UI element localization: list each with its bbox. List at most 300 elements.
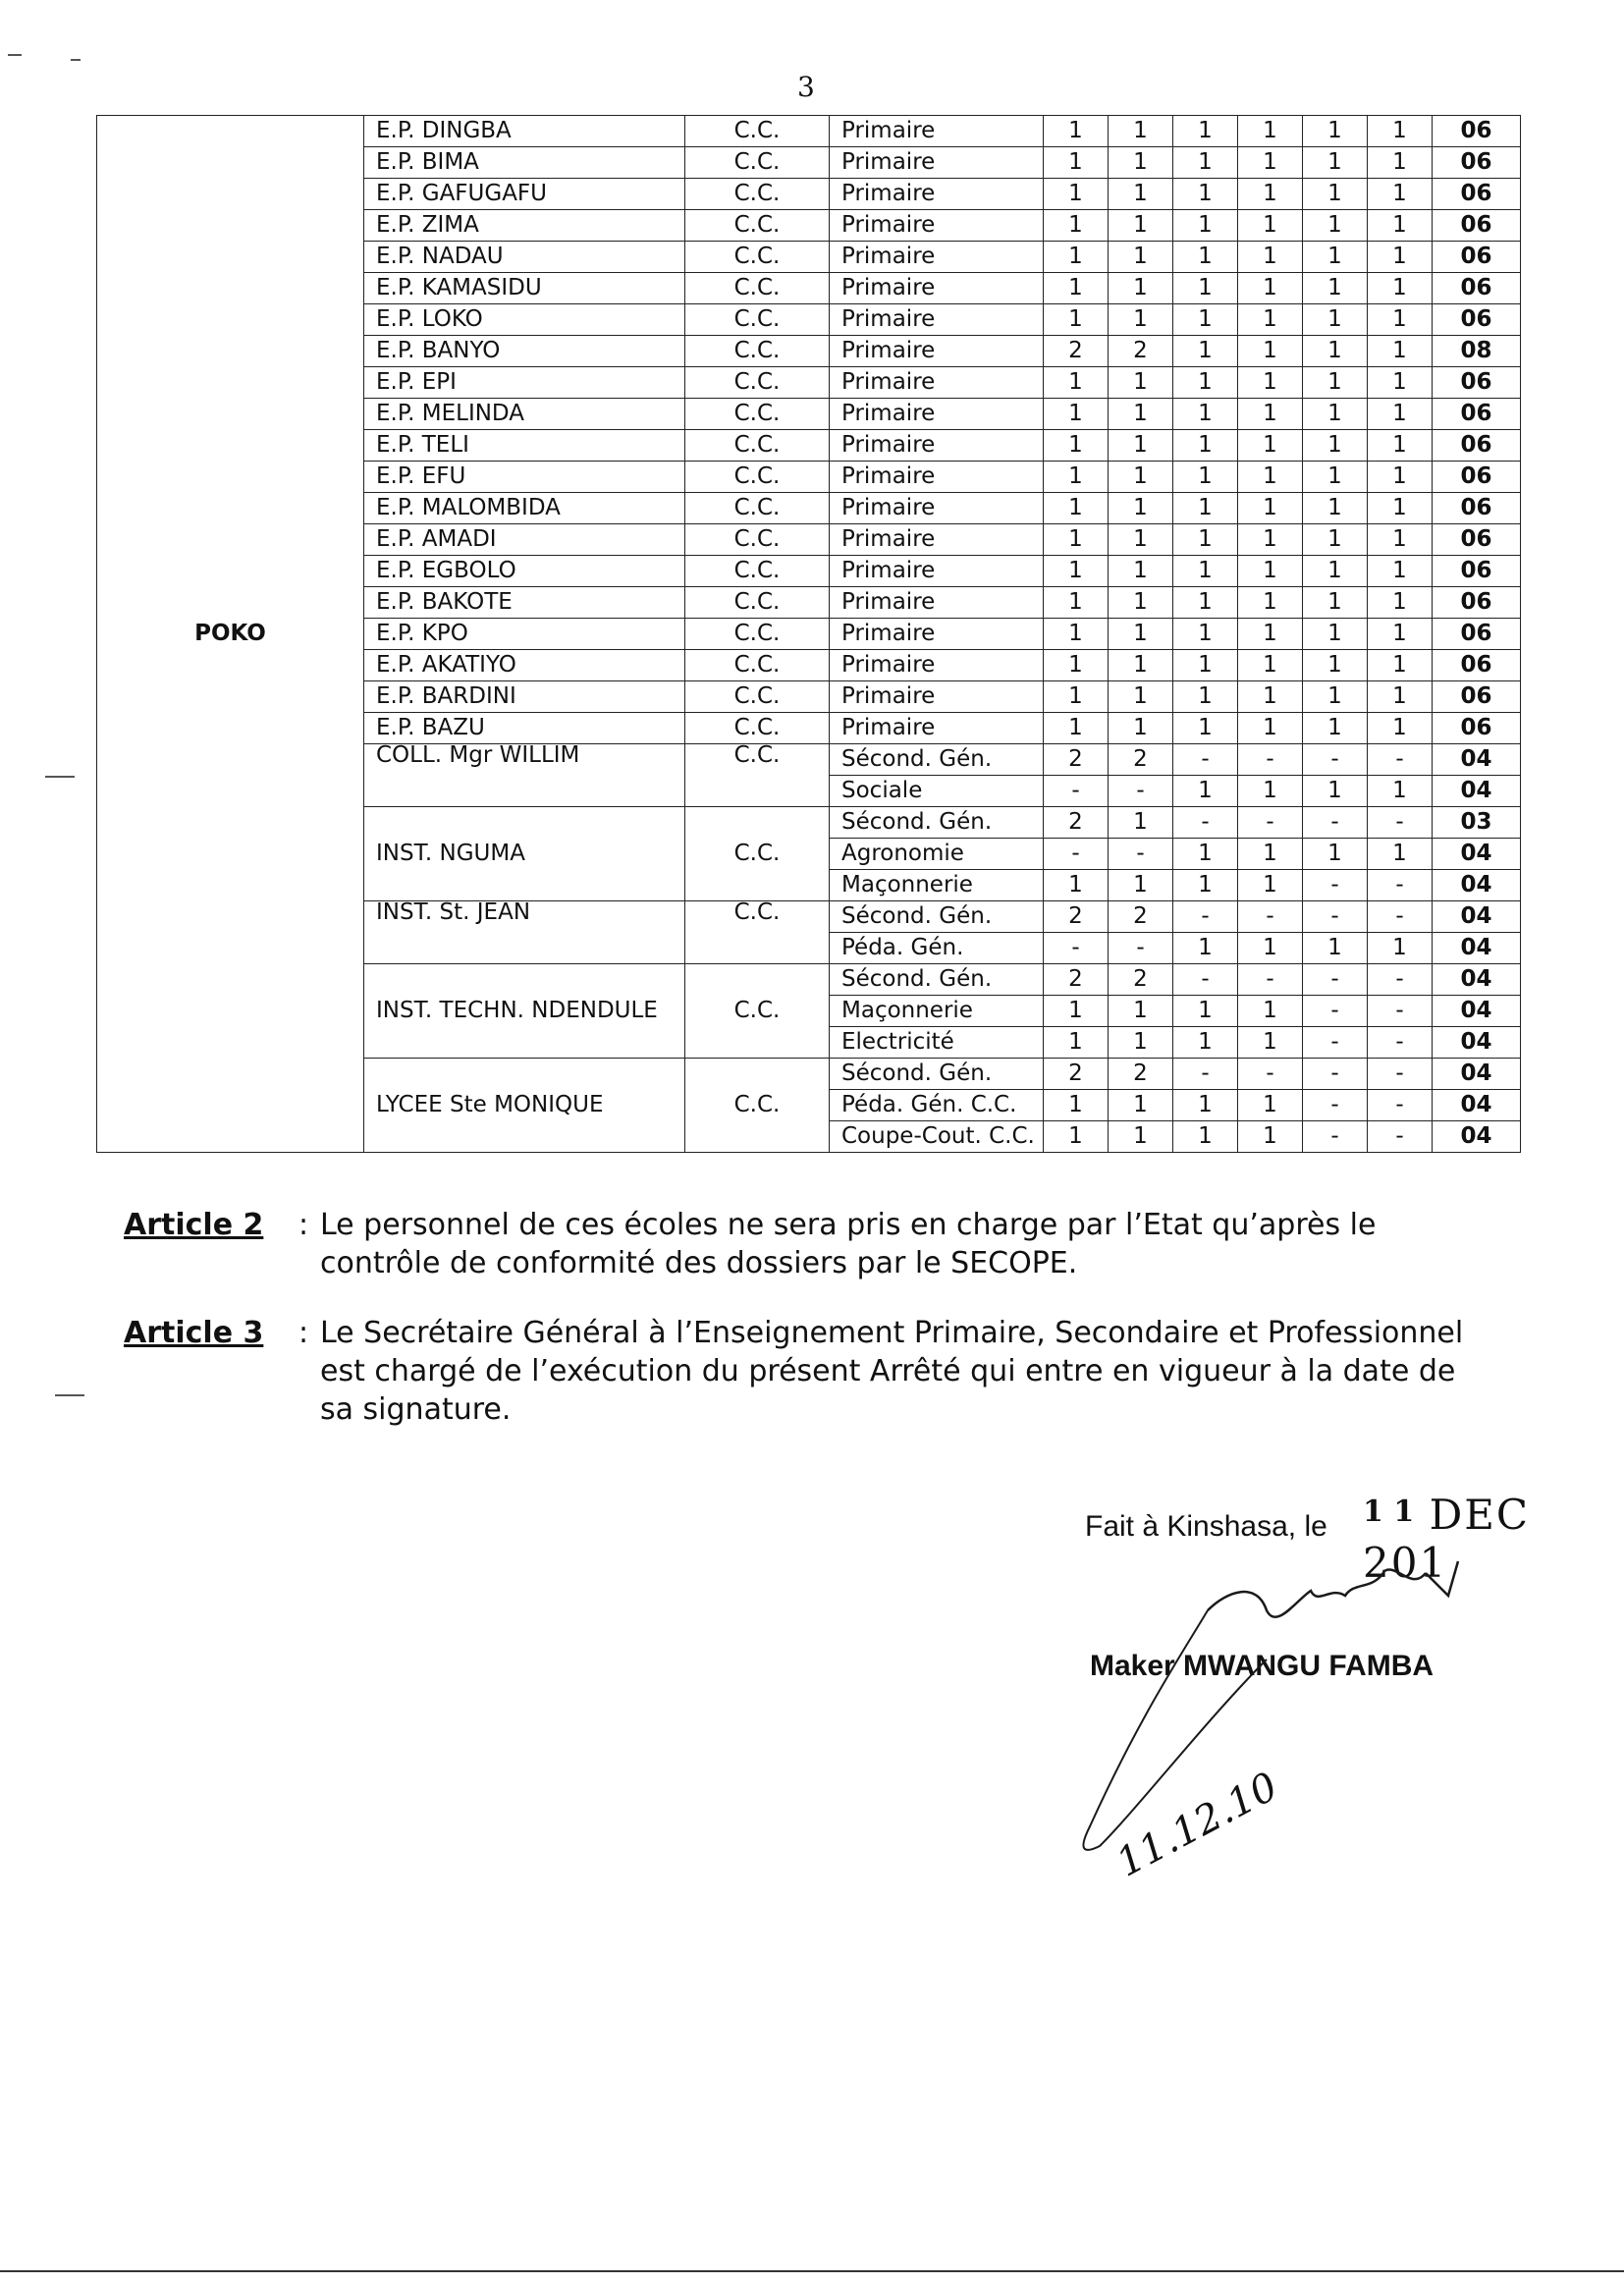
total-cell: 06	[1433, 681, 1521, 713]
option-cell: Primaire	[830, 713, 1044, 744]
class-count-cell: 1	[1044, 462, 1109, 493]
regime-cell: C.C.	[685, 336, 830, 367]
total-cell: 06	[1433, 179, 1521, 210]
class-count-cell: 1	[1238, 524, 1303, 556]
class-count-cell: 1	[1109, 147, 1173, 179]
class-count-cell: 1	[1303, 524, 1368, 556]
class-count-cell: 1	[1044, 1090, 1109, 1121]
class-count-cell: 1	[1303, 776, 1368, 807]
class-count-cell: 1	[1238, 776, 1303, 807]
class-count-cell: 1	[1109, 996, 1173, 1027]
regime-cell: C.C.	[685, 901, 830, 964]
regime-cell: C.C.	[685, 147, 830, 179]
class-count-cell: 1	[1109, 430, 1173, 462]
class-count-cell: 1	[1044, 996, 1109, 1027]
class-count-cell: -	[1173, 901, 1238, 933]
class-count-cell: 1	[1173, 1090, 1238, 1121]
option-cell: Primaire	[830, 336, 1044, 367]
total-cell: 06	[1433, 304, 1521, 336]
regime-cell: C.C.	[685, 524, 830, 556]
option-cell: Agronomie	[830, 839, 1044, 870]
school-name-cell: E.P. EPI	[364, 367, 685, 399]
class-count-cell: 1	[1368, 210, 1433, 242]
class-count-cell: 1	[1044, 116, 1109, 147]
class-count-cell: 1	[1368, 336, 1433, 367]
class-count-cell: 1	[1173, 493, 1238, 524]
class-count-cell: 1	[1109, 807, 1173, 839]
total-cell: 04	[1433, 744, 1521, 776]
class-count-cell: 1	[1303, 116, 1368, 147]
class-count-cell: -	[1238, 901, 1303, 933]
class-count-cell: 1	[1238, 273, 1303, 304]
class-count-cell: 1	[1238, 1027, 1303, 1059]
class-count-cell: 1	[1238, 116, 1303, 147]
school-name-cell: E.P. MELINDA	[364, 399, 685, 430]
class-count-cell: 1	[1044, 524, 1109, 556]
class-count-cell: 1	[1044, 273, 1109, 304]
class-count-cell: -	[1238, 964, 1303, 996]
option-cell: Primaire	[830, 462, 1044, 493]
class-count-cell: 1	[1303, 304, 1368, 336]
class-count-cell: 1	[1109, 462, 1173, 493]
class-count-cell: 1	[1109, 273, 1173, 304]
class-count-cell: 1	[1109, 304, 1173, 336]
option-cell: Primaire	[830, 273, 1044, 304]
school-name-cell: E.P. BAZU	[364, 713, 685, 744]
class-count-cell: 1	[1044, 556, 1109, 587]
class-count-cell: -	[1303, 901, 1368, 933]
class-count-cell: -	[1109, 933, 1173, 964]
class-count-cell: 1	[1303, 399, 1368, 430]
school-name-cell: E.P. DINGBA	[364, 116, 685, 147]
class-count-cell: 1	[1109, 619, 1173, 650]
class-count-cell: 1	[1238, 1090, 1303, 1121]
class-count-cell: -	[1368, 1121, 1433, 1153]
class-count-cell: 1	[1109, 116, 1173, 147]
class-count-cell: 1	[1044, 210, 1109, 242]
regime-cell: C.C.	[685, 650, 830, 681]
regime-cell: C.C.	[685, 964, 830, 1059]
class-count-cell: -	[1303, 1090, 1368, 1121]
class-count-cell: -	[1368, 870, 1433, 901]
class-count-cell: 1	[1238, 462, 1303, 493]
handwritten-date: 11.12.10	[1110, 1764, 1285, 1886]
class-count-cell: -	[1368, 1090, 1433, 1121]
total-cell: 04	[1433, 1090, 1521, 1121]
option-cell: Primaire	[830, 210, 1044, 242]
class-count-cell: 1	[1109, 681, 1173, 713]
class-count-cell: 1	[1368, 116, 1433, 147]
page-bottom-rule	[0, 2270, 1624, 2272]
total-cell: 04	[1433, 1059, 1521, 1090]
class-count-cell: 1	[1303, 462, 1368, 493]
signature-place: Fait à Kinshasa, le	[1085, 1510, 1327, 1543]
total-cell: 06	[1433, 524, 1521, 556]
class-count-cell: -	[1044, 839, 1109, 870]
class-count-cell: 1	[1368, 367, 1433, 399]
class-count-cell: 1	[1238, 367, 1303, 399]
total-cell: 06	[1433, 242, 1521, 273]
total-cell: 03	[1433, 807, 1521, 839]
class-count-cell: 1	[1173, 430, 1238, 462]
total-cell: 06	[1433, 713, 1521, 744]
class-count-cell: 1	[1303, 210, 1368, 242]
class-count-cell: -	[1238, 1059, 1303, 1090]
option-cell: Primaire	[830, 179, 1044, 210]
regime-cell: C.C.	[685, 744, 830, 807]
class-count-cell: 1	[1238, 556, 1303, 587]
class-count-cell: 1	[1109, 179, 1173, 210]
class-count-cell: -	[1173, 744, 1238, 776]
class-count-cell: -	[1109, 839, 1173, 870]
class-count-cell: 1	[1238, 399, 1303, 430]
class-count-cell: 1	[1109, 713, 1173, 744]
class-count-cell: 1	[1368, 493, 1433, 524]
school-allocation-table	[96, 115, 1520, 1153]
class-count-cell: 1	[1173, 367, 1238, 399]
total-cell: 06	[1433, 587, 1521, 619]
class-count-cell: 2	[1109, 336, 1173, 367]
class-count-cell: -	[1173, 807, 1238, 839]
class-count-cell: 1	[1044, 493, 1109, 524]
class-count-cell: 1	[1173, 116, 1238, 147]
class-count-cell: 1	[1044, 367, 1109, 399]
total-cell: 04	[1433, 1121, 1521, 1153]
class-count-cell: 1	[1044, 242, 1109, 273]
scan-mark	[45, 776, 75, 778]
class-count-cell: -	[1303, 807, 1368, 839]
scan-mark	[71, 59, 81, 61]
regime-cell: C.C.	[685, 462, 830, 493]
class-count-cell: 1	[1303, 179, 1368, 210]
option-cell: Primaire	[830, 430, 1044, 462]
school-name-cell: E.P. BARDINI	[364, 681, 685, 713]
school-name-cell: E.P. NADAU	[364, 242, 685, 273]
regime-cell: C.C.	[685, 242, 830, 273]
regime-cell: C.C.	[685, 619, 830, 650]
class-count-cell: 1	[1368, 839, 1433, 870]
school-name-cell: E.P. KAMASIDU	[364, 273, 685, 304]
class-count-cell: 1	[1238, 493, 1303, 524]
class-count-cell: 1	[1109, 524, 1173, 556]
class-count-cell: 1	[1044, 1027, 1109, 1059]
class-count-cell: 1	[1238, 870, 1303, 901]
school-name-cell: E.P. AMADI	[364, 524, 685, 556]
total-cell: 06	[1433, 210, 1521, 242]
class-count-cell: 1	[1109, 587, 1173, 619]
total-cell: 04	[1433, 996, 1521, 1027]
class-count-cell: 1	[1173, 242, 1238, 273]
class-count-cell: 1	[1303, 681, 1368, 713]
class-count-cell: -	[1368, 807, 1433, 839]
regime-cell: C.C.	[685, 179, 830, 210]
class-count-cell: -	[1303, 1059, 1368, 1090]
class-count-cell: 1	[1173, 996, 1238, 1027]
regime-cell: C.C.	[685, 399, 830, 430]
school-name-cell: E.P. AKATIYO	[364, 650, 685, 681]
class-count-cell: -	[1368, 1027, 1433, 1059]
class-count-cell: 1	[1044, 147, 1109, 179]
class-count-cell: 1	[1303, 839, 1368, 870]
school-name-cell: E.P. LOKO	[364, 304, 685, 336]
school-name-cell: INST. TECHN. NDENDULE	[364, 964, 685, 1059]
total-cell: 04	[1433, 901, 1521, 933]
class-count-cell: 1	[1303, 933, 1368, 964]
class-count-cell: -	[1303, 744, 1368, 776]
class-count-cell: 1	[1368, 776, 1433, 807]
class-count-cell: 1	[1173, 650, 1238, 681]
class-count-cell: 1	[1238, 839, 1303, 870]
class-count-cell: -	[1303, 1121, 1368, 1153]
school-name-cell: E.P. BAKOTE	[364, 587, 685, 619]
class-count-cell: 2	[1044, 807, 1109, 839]
option-cell: Primaire	[830, 556, 1044, 587]
class-count-cell: 1	[1368, 524, 1433, 556]
class-count-cell: 1	[1109, 210, 1173, 242]
class-count-cell: -	[1303, 870, 1368, 901]
scan-mark	[8, 54, 22, 56]
class-count-cell: -	[1044, 933, 1109, 964]
option-cell: Primaire	[830, 524, 1044, 556]
class-count-cell: 1	[1303, 273, 1368, 304]
signatory-name: Maker MWANGU FAMBA	[1090, 1650, 1435, 1682]
regime-cell: C.C.	[685, 367, 830, 399]
class-count-cell: 1	[1238, 430, 1303, 462]
class-count-cell: 1	[1173, 870, 1238, 901]
option-cell: Primaire	[830, 650, 1044, 681]
class-count-cell: -	[1173, 1059, 1238, 1090]
class-count-cell: 1	[1238, 336, 1303, 367]
total-cell: 04	[1433, 776, 1521, 807]
class-count-cell: 2	[1044, 1059, 1109, 1090]
class-count-cell: -	[1238, 744, 1303, 776]
school-name-cell: E.P. EGBOLO	[364, 556, 685, 587]
class-count-cell: 1	[1173, 462, 1238, 493]
class-count-cell: 1	[1173, 681, 1238, 713]
class-count-cell: 1	[1044, 619, 1109, 650]
regime-cell: C.C.	[685, 210, 830, 242]
class-count-cell: 1	[1173, 776, 1238, 807]
total-cell: 04	[1433, 1027, 1521, 1059]
class-count-cell: 1	[1173, 273, 1238, 304]
class-count-cell: 1	[1238, 304, 1303, 336]
option-cell: Primaire	[830, 367, 1044, 399]
class-count-cell: 1	[1173, 399, 1238, 430]
class-count-cell: 1	[1238, 996, 1303, 1027]
regime-cell: C.C.	[685, 116, 830, 147]
class-count-cell: 1	[1109, 870, 1173, 901]
total-cell: 08	[1433, 336, 1521, 367]
class-count-cell: 1	[1173, 587, 1238, 619]
class-count-cell: 1	[1368, 713, 1433, 744]
option-cell: Primaire	[830, 619, 1044, 650]
school-name-cell: LYCEE Ste MONIQUE	[364, 1059, 685, 1153]
class-count-cell: 1	[1173, 713, 1238, 744]
regime-cell: C.C.	[685, 556, 830, 587]
class-count-cell: 2	[1044, 744, 1109, 776]
school-name-cell: E.P. GAFUGAFU	[364, 179, 685, 210]
class-count-cell: -	[1368, 744, 1433, 776]
class-count-cell: 1	[1303, 493, 1368, 524]
class-count-cell: 1	[1303, 430, 1368, 462]
class-count-cell: 1	[1368, 179, 1433, 210]
class-count-cell: 1	[1368, 650, 1433, 681]
class-count-cell: 1	[1238, 619, 1303, 650]
option-cell: Primaire	[830, 304, 1044, 336]
option-cell: Maçonnerie	[830, 870, 1044, 901]
school-name-cell: E.P. MALOMBIDA	[364, 493, 685, 524]
option-cell: Sécond. Gén.	[830, 901, 1044, 933]
option-cell: Péda. Gén.	[830, 933, 1044, 964]
school-name-cell: E.P. EFU	[364, 462, 685, 493]
class-count-cell: 1	[1173, 179, 1238, 210]
total-cell: 06	[1433, 430, 1521, 462]
school-name-cell: E.P. ZIMA	[364, 210, 685, 242]
class-count-cell: 2	[1109, 1059, 1173, 1090]
school-name-cell: INST. St. JEAN	[364, 901, 685, 964]
class-count-cell: 1	[1238, 242, 1303, 273]
total-cell: 06	[1433, 367, 1521, 399]
class-count-cell: 1	[1044, 1121, 1109, 1153]
class-count-cell: 1	[1044, 430, 1109, 462]
regime-cell: C.C.	[685, 587, 830, 619]
class-count-cell: -	[1368, 996, 1433, 1027]
class-count-cell: 1	[1173, 933, 1238, 964]
article-3-label: Article 3	[124, 1316, 264, 1350]
class-count-cell: 1	[1368, 399, 1433, 430]
class-count-cell: 1	[1109, 367, 1173, 399]
class-count-cell: 1	[1368, 430, 1433, 462]
class-count-cell: 1	[1109, 493, 1173, 524]
total-cell: 06	[1433, 462, 1521, 493]
option-cell: Coupe-Cout. C.C.	[830, 1121, 1044, 1153]
regime-cell: C.C.	[685, 713, 830, 744]
class-count-cell: 1	[1303, 556, 1368, 587]
class-count-cell: -	[1109, 776, 1173, 807]
option-cell: Primaire	[830, 681, 1044, 713]
option-cell: Primaire	[830, 493, 1044, 524]
class-count-cell: 1	[1368, 587, 1433, 619]
class-count-cell: -	[1303, 964, 1368, 996]
class-count-cell: 1	[1238, 210, 1303, 242]
class-count-cell: 2	[1109, 964, 1173, 996]
total-cell: 04	[1433, 933, 1521, 964]
school-name-cell: E.P. BANYO	[364, 336, 685, 367]
class-count-cell: 1	[1303, 713, 1368, 744]
class-count-cell: 1	[1044, 650, 1109, 681]
regime-cell: C.C.	[685, 430, 830, 462]
class-count-cell: 1	[1173, 147, 1238, 179]
scan-mark	[55, 1394, 84, 1396]
total-cell: 04	[1433, 964, 1521, 996]
class-count-cell: -	[1368, 1059, 1433, 1090]
class-count-cell: 1	[1044, 587, 1109, 619]
class-count-cell: 1	[1044, 179, 1109, 210]
class-count-cell: 1	[1238, 650, 1303, 681]
class-count-cell: 1	[1109, 1027, 1173, 1059]
option-cell: Péda. Gén. C.C.	[830, 1090, 1044, 1121]
class-count-cell: 1	[1368, 681, 1433, 713]
class-count-cell: -	[1044, 776, 1109, 807]
class-count-cell: 1	[1173, 1027, 1238, 1059]
class-count-cell: -	[1368, 901, 1433, 933]
regime-cell: C.C.	[685, 681, 830, 713]
option-cell: Sécond. Gén.	[830, 744, 1044, 776]
regime-cell: C.C.	[685, 273, 830, 304]
class-count-cell: 1	[1368, 933, 1433, 964]
regime-cell: C.C.	[685, 304, 830, 336]
class-count-cell: 1	[1303, 367, 1368, 399]
article-2-text: : Le personnel de ces écoles ne sera pris en charge par l’Etat qu’après le contrôle de conformité des dossiers par le SECOPE.	[298, 1208, 1377, 1280]
option-cell: Primaire	[830, 399, 1044, 430]
total-cell: 06	[1433, 493, 1521, 524]
total-cell: 06	[1433, 399, 1521, 430]
article-2-label: Article 2	[124, 1208, 264, 1242]
class-count-cell: 1	[1173, 839, 1238, 870]
class-count-cell: 1	[1173, 556, 1238, 587]
class-count-cell: 1	[1238, 1121, 1303, 1153]
class-count-cell: 1	[1238, 147, 1303, 179]
class-count-cell: 2	[1044, 901, 1109, 933]
class-count-cell: 2	[1044, 336, 1109, 367]
class-count-cell: 1	[1173, 304, 1238, 336]
regime-cell: C.C.	[685, 807, 830, 901]
class-count-cell: 1	[1173, 336, 1238, 367]
class-count-cell: 1	[1368, 147, 1433, 179]
class-count-cell: 1	[1109, 242, 1173, 273]
class-count-cell: 1	[1109, 399, 1173, 430]
class-count-cell: 1	[1368, 619, 1433, 650]
option-cell: Primaire	[830, 242, 1044, 273]
class-count-cell: 1	[1368, 273, 1433, 304]
class-count-cell: 1	[1109, 556, 1173, 587]
class-count-cell: 1	[1044, 870, 1109, 901]
option-cell: Sécond. Gén.	[830, 807, 1044, 839]
total-cell: 06	[1433, 273, 1521, 304]
class-count-cell: 1	[1303, 619, 1368, 650]
class-count-cell: 1	[1303, 587, 1368, 619]
option-cell: Primaire	[830, 147, 1044, 179]
class-count-cell: 1	[1303, 650, 1368, 681]
total-cell: 04	[1433, 870, 1521, 901]
school-name-cell: COLL. Mgr WILLIM	[364, 744, 685, 807]
option-cell: Electricité	[830, 1027, 1044, 1059]
table-row	[97, 116, 1521, 147]
option-cell: Maçonnerie	[830, 996, 1044, 1027]
class-count-cell: 1	[1109, 1090, 1173, 1121]
class-count-cell: 1	[1238, 179, 1303, 210]
class-count-cell: 1	[1368, 556, 1433, 587]
class-count-cell: -	[1368, 964, 1433, 996]
option-cell: Sociale	[830, 776, 1044, 807]
total-cell: 04	[1433, 839, 1521, 870]
class-count-cell: 1	[1238, 681, 1303, 713]
regime-cell: C.C.	[685, 493, 830, 524]
class-count-cell: 1	[1173, 210, 1238, 242]
school-name-cell: E.P. KPO	[364, 619, 685, 650]
class-count-cell: 1	[1109, 650, 1173, 681]
class-count-cell: 1	[1109, 1121, 1173, 1153]
class-count-cell: 1	[1303, 336, 1368, 367]
total-cell: 06	[1433, 650, 1521, 681]
class-count-cell: 2	[1109, 744, 1173, 776]
total-cell: 06	[1433, 116, 1521, 147]
class-count-cell: 1	[1368, 304, 1433, 336]
total-cell: 06	[1433, 619, 1521, 650]
class-count-cell: 1	[1173, 524, 1238, 556]
class-count-cell: 1	[1238, 933, 1303, 964]
class-count-cell: 1	[1238, 713, 1303, 744]
